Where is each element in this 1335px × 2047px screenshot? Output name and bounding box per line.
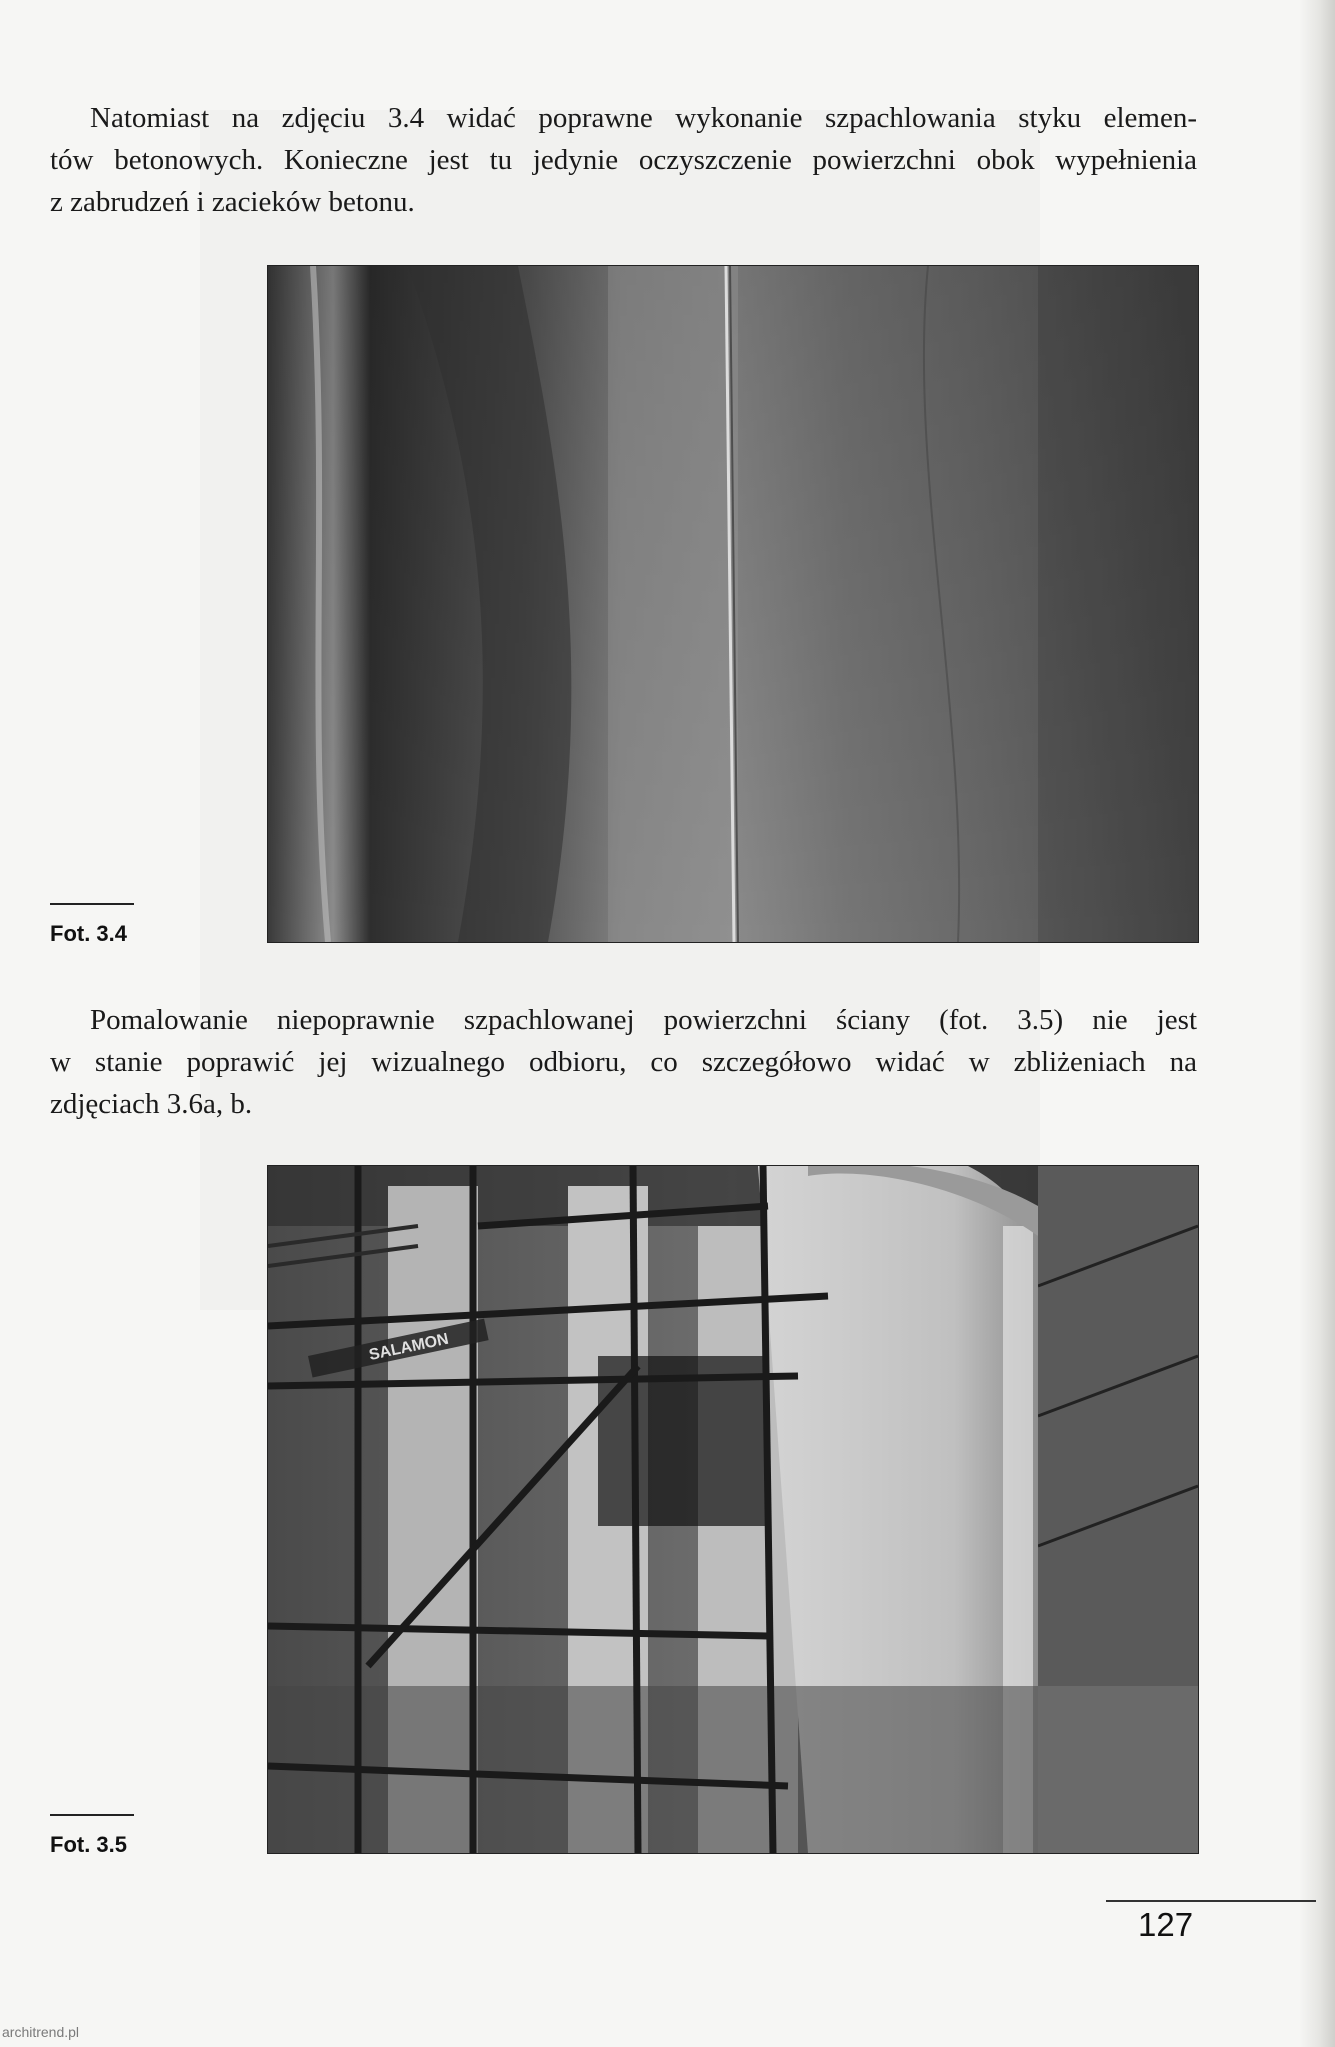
page-number: 127 bbox=[1138, 1906, 1194, 1943]
photo-scaffolding-wall bbox=[267, 1165, 1199, 1854]
photo-scaffolding-wall-image bbox=[268, 1166, 1198, 1853]
paragraph-2-line-2: w stanie poprawić jej wizualnego odbioru, co szczegółowo widać w zbliżeniach na bbox=[50, 1046, 1197, 1078]
caption-rule-2 bbox=[50, 1814, 134, 1816]
page-edge-shadow bbox=[1299, 0, 1335, 2047]
paragraph-1 bbox=[50, 97, 1197, 223]
paragraph-2-line-1: Pomalowanie niepoprawnie szpachlowanej powierzchni ściany (fot. 3.5) nie jest bbox=[90, 1004, 1197, 1036]
figure-caption-2: Fot. 3.5 bbox=[50, 1832, 128, 1857]
figure-caption-1: Fot. 3.4 bbox=[50, 921, 128, 946]
paragraph-1-line-3: z zabrudzeń i zacieków betonu. bbox=[50, 186, 415, 218]
paragraph-1-line-1: Natomiast na zdjęciu 3.4 widać poprawne wykonanie szpachlowania styku elemen- bbox=[90, 102, 1197, 134]
caption-rule-1 bbox=[50, 903, 134, 905]
site-watermark: architrend.pl bbox=[2, 2024, 80, 2040]
paragraph-2 bbox=[50, 999, 1197, 1125]
photo-concrete-joint-image bbox=[268, 266, 1198, 942]
scaffold-sign-text: SALAMON bbox=[367, 1330, 451, 1365]
paragraph-1-line-2: tów betonowych. Konieczne jest tu jedynie oczyszczenie powierzchni obok wypełnienia bbox=[50, 144, 1197, 176]
photo-concrete-joint bbox=[267, 265, 1199, 943]
paragraph-2-line-3: zdjęciach 3.6a, b. bbox=[50, 1088, 253, 1120]
footer-rule bbox=[1106, 1900, 1316, 1902]
